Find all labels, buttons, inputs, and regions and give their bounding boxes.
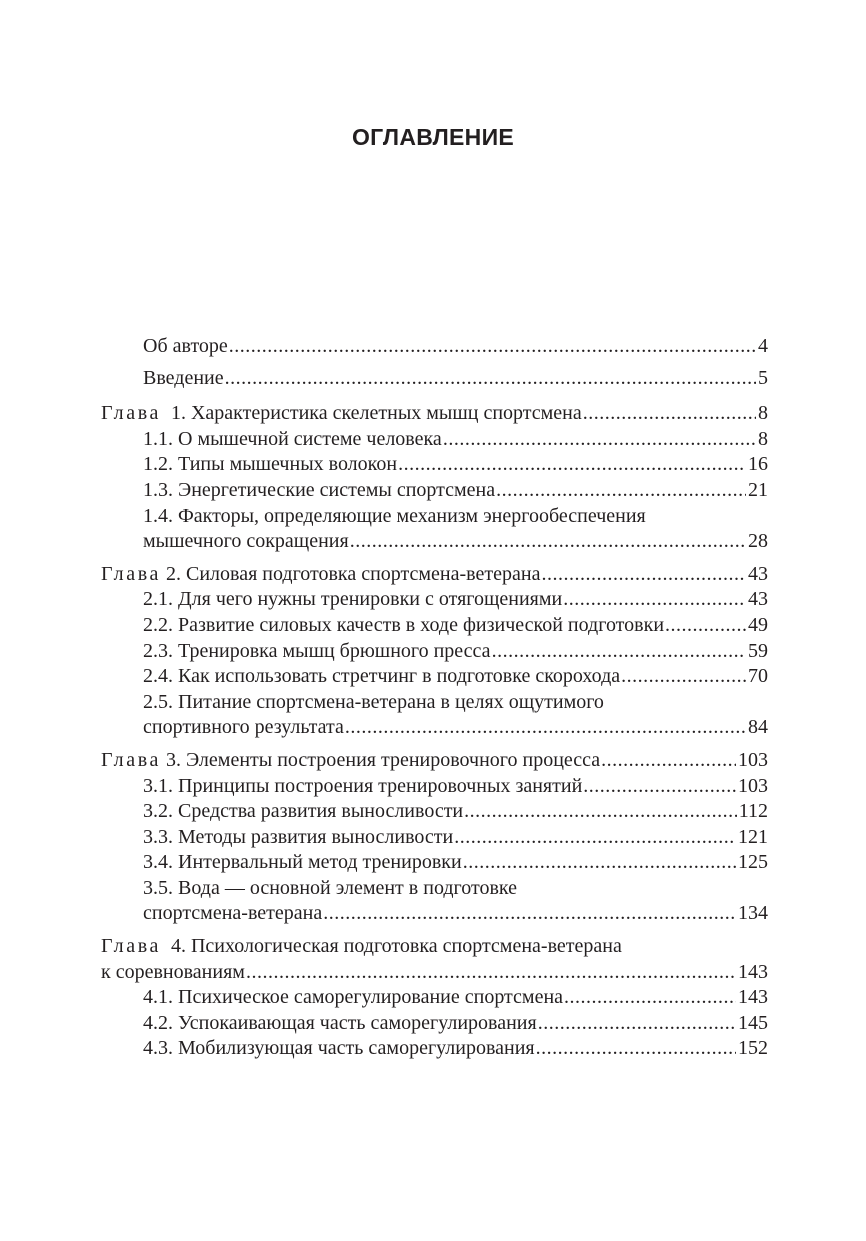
leader-dots xyxy=(621,664,746,690)
toc-chapter-4-cont[interactable] xyxy=(101,960,768,986)
section-number: 1.1. xyxy=(143,427,173,450)
toc-entry-page: 152 xyxy=(738,1037,768,1060)
toc-chapter-3[interactable] xyxy=(101,748,768,774)
section-number: 1.3. xyxy=(143,478,173,501)
chapter-number: 1. xyxy=(170,402,186,425)
section-number: 2.1. xyxy=(143,588,173,611)
section-title: Средства развития выносливости xyxy=(178,800,464,823)
leader-dots xyxy=(583,401,756,427)
section-title: Успокаивающая часть саморегулирования xyxy=(178,1011,537,1034)
toc-chapter-text xyxy=(101,401,582,427)
toc-section-text xyxy=(143,427,442,453)
section-title: Для чего нужны тренировки с отягощениями xyxy=(178,588,563,611)
toc-entry-page: 8 xyxy=(758,402,768,425)
section-number: 2.4. xyxy=(143,665,173,688)
section-number: 1.4. xyxy=(143,504,173,527)
leader-dots xyxy=(583,774,736,800)
toc-section-2-3[interactable] xyxy=(143,639,768,665)
toc-section-2-4[interactable] xyxy=(143,664,768,690)
toc-section-text xyxy=(143,664,620,690)
toc-entry-page: 103 xyxy=(738,748,768,771)
chapter-title: Силовая подготовка спортсмена-ветерана xyxy=(185,562,541,585)
leader-dots xyxy=(246,960,736,986)
section-number: 3.5. xyxy=(143,876,173,899)
toc-section-text xyxy=(143,587,562,613)
leader-dots xyxy=(443,427,756,453)
toc-entry-introduction[interactable] xyxy=(143,366,768,392)
section-title: Развитие силовых качеств в ходе физической подготовки xyxy=(178,613,665,636)
leader-dots xyxy=(492,639,746,665)
chapter-label: Глава xyxy=(101,748,161,771)
toc-chapter-4[interactable] xyxy=(101,934,768,960)
chapter-label: Глава xyxy=(101,402,161,425)
toc-section-text xyxy=(143,478,495,504)
toc-section-3-3[interactable] xyxy=(143,825,768,851)
toc-entry-page: 112 xyxy=(738,800,768,823)
toc-entry-page: 143 xyxy=(738,960,768,983)
section-title: Принципы построения тренировочных занятий xyxy=(178,774,583,797)
section-number: 3.1. xyxy=(143,774,173,797)
section-title-cont: спортсмена-ветерана xyxy=(143,902,323,925)
toc-section-1-3[interactable] xyxy=(143,478,768,504)
leader-dots xyxy=(538,1011,736,1037)
section-title-cont: спортивного результата xyxy=(143,716,344,739)
leader-dots xyxy=(536,1036,736,1062)
section-number: 3.4. xyxy=(143,851,173,874)
toc-section-2-2[interactable] xyxy=(143,613,768,639)
leader-dots xyxy=(225,366,756,392)
page-title: ОГЛАВЛЕНИЕ xyxy=(351,124,515,150)
leader-dots xyxy=(463,850,736,876)
toc-entry-page: 5 xyxy=(758,366,768,389)
toc-entry-page: 43 xyxy=(748,562,768,585)
toc-entry-page: 43 xyxy=(748,588,768,611)
toc-entry-page: 28 xyxy=(748,530,768,553)
leader-dots xyxy=(229,334,756,360)
toc-section-text xyxy=(143,1011,537,1037)
toc-entry-text: Введение xyxy=(143,366,224,389)
toc-section-text xyxy=(143,613,664,639)
toc-entry-page: 4 xyxy=(758,335,768,357)
leader-dots xyxy=(398,452,746,478)
toc-entry-page: 125 xyxy=(738,851,768,874)
section-title: Как использовать стретчинг в подготовке скорохода xyxy=(178,665,621,688)
section-title: Тренировка мышц брюшного пресса xyxy=(178,639,491,662)
toc-section-text xyxy=(143,850,462,876)
chapter-title: Психологическая подготовка спортсмена-ветерана xyxy=(190,935,622,958)
chapter-title: Элементы построения тренировочного процесса xyxy=(185,748,601,771)
toc-entry-page: 49 xyxy=(748,613,768,636)
toc-chapter-text xyxy=(101,748,600,774)
section-title: Методы развития выносливости xyxy=(178,825,454,848)
section-title: О мышечной системе человека xyxy=(178,427,442,450)
toc-section-1-1[interactable] xyxy=(143,427,768,453)
toc-entry-text: Об авторе xyxy=(143,335,228,357)
section-number: 3.2. xyxy=(143,800,173,823)
toc-section-text xyxy=(143,639,491,665)
leader-dots xyxy=(454,825,736,851)
chapter-number: 4. xyxy=(170,935,186,958)
section-number: 2.5. xyxy=(143,690,173,713)
toc-section-2-5-cont[interactable] xyxy=(143,715,768,741)
toc-entry-page: 8 xyxy=(758,427,768,450)
leader-dots xyxy=(345,715,746,741)
leader-dots xyxy=(350,529,746,555)
section-title: Энергетические системы спортсмена xyxy=(178,478,496,501)
toc-section-3-5-cont[interactable] xyxy=(143,901,768,927)
chapter-title-cont: к соревнованиям xyxy=(101,960,245,983)
toc-entry-page: 121 xyxy=(738,825,768,848)
toc-section-text xyxy=(143,985,563,1011)
toc-section-4-3[interactable] xyxy=(143,1036,768,1062)
leader-dots xyxy=(564,985,736,1011)
leader-dots xyxy=(496,478,746,504)
toc-section-text xyxy=(143,1036,535,1062)
toc-section-text xyxy=(143,452,397,478)
toc-chapter-2[interactable] xyxy=(101,562,768,588)
table-of-contents xyxy=(0,334,866,1062)
toc-section-1-4[interactable] xyxy=(143,504,768,530)
toc-section-4-2[interactable] xyxy=(143,1011,768,1037)
section-number: 1.2. xyxy=(143,453,173,476)
section-number: 4.1. xyxy=(143,986,173,1009)
toc-entry-page: 143 xyxy=(738,986,768,1009)
section-title: Психическое саморегулирование спортсмена xyxy=(178,986,564,1009)
toc-section-2-1[interactable] xyxy=(143,587,768,613)
toc-entry-page: 16 xyxy=(748,453,768,476)
section-number: 4.2. xyxy=(143,1011,173,1034)
toc-section-3-4[interactable] xyxy=(143,850,768,876)
toc-entry-page: 70 xyxy=(748,665,768,688)
leader-dots xyxy=(541,562,746,588)
toc-entry-page: 84 xyxy=(748,716,768,739)
toc-entry-page: 145 xyxy=(738,1011,768,1034)
toc-entry-author[interactable] xyxy=(143,334,768,360)
toc-section-1-2[interactable] xyxy=(143,452,768,478)
chapter-label: Глава xyxy=(101,562,161,585)
section-title: Вода — основной элемент в подготовке xyxy=(178,876,518,899)
leader-dots xyxy=(563,587,746,613)
leader-dots xyxy=(665,613,746,639)
section-title: Типы мышечных волокон xyxy=(178,453,398,476)
toc-section-text xyxy=(143,825,453,851)
leader-dots xyxy=(323,901,736,927)
toc-section-1-4-cont[interactable] xyxy=(143,529,768,555)
toc-section-4-1[interactable] xyxy=(143,985,768,1011)
toc-section-3-5[interactable] xyxy=(143,876,768,902)
chapter-label: Глава xyxy=(101,935,161,958)
toc-entry-page: 21 xyxy=(748,478,768,501)
toc-section-text xyxy=(143,774,582,800)
section-title: Мобилизующая часть саморегулирования xyxy=(178,1037,535,1060)
toc-section-2-5[interactable] xyxy=(143,690,768,716)
chapter-number: 2. xyxy=(165,562,181,585)
leader-dots xyxy=(464,799,737,825)
section-title: Интервальный метод тренировки xyxy=(178,851,462,874)
chapter-title: Характеристика скелетных мышц спортсмена xyxy=(190,402,582,425)
toc-section-3-2[interactable] xyxy=(143,799,768,825)
toc-section-text xyxy=(143,799,463,825)
toc-entry-page: 134 xyxy=(738,902,768,925)
chapter-number: 3. xyxy=(165,748,181,771)
section-number: 4.3. xyxy=(143,1037,173,1060)
section-title-cont: мышечного сокращения xyxy=(143,530,349,553)
section-number: 2.3. xyxy=(143,639,173,662)
toc-chapter-text xyxy=(101,562,540,588)
section-number: 2.2. xyxy=(143,613,173,636)
section-number: 3.3. xyxy=(143,825,173,848)
toc-entry-page: 59 xyxy=(748,639,768,662)
toc-chapter-1[interactable] xyxy=(101,401,768,427)
toc-entry-page: 103 xyxy=(738,774,768,797)
toc-section-3-1[interactable] xyxy=(143,774,768,800)
section-title: Питание спортсмена-ветерана в целях ощутимого xyxy=(178,690,604,713)
section-title: Факторы, определяющие механизм энергообеспечения xyxy=(178,504,646,527)
leader-dots xyxy=(601,748,736,774)
